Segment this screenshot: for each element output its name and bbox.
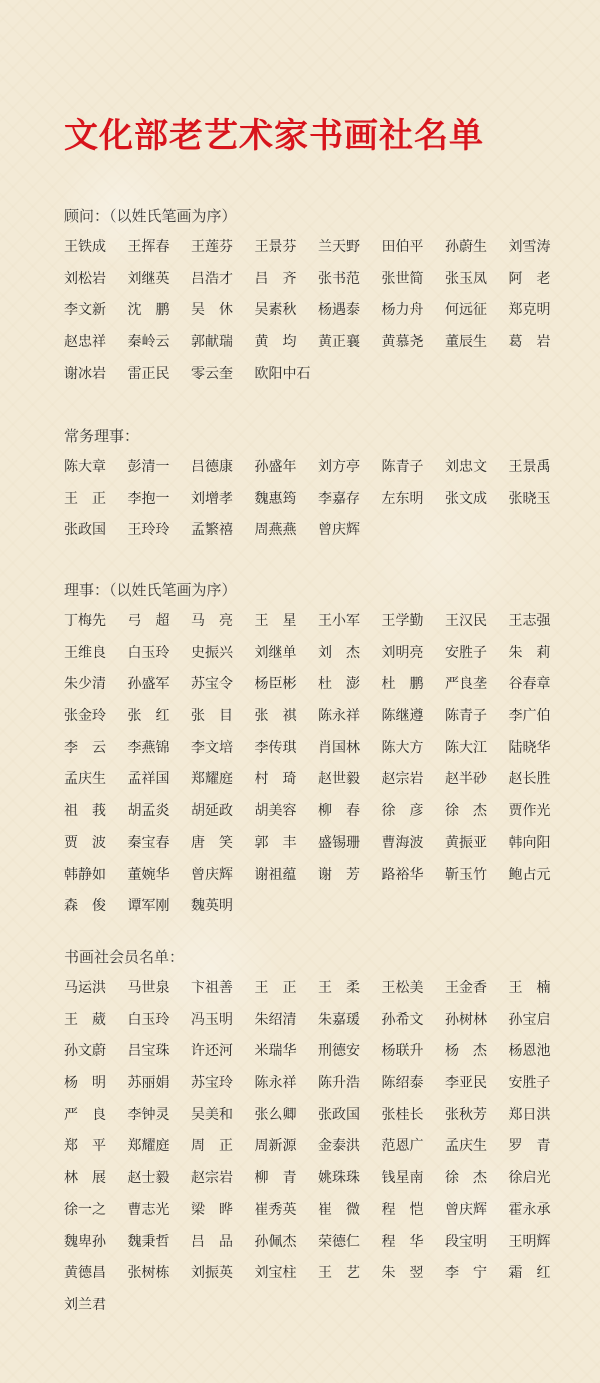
- person-name: 黄正襄: [318, 334, 360, 351]
- person-name: 孙蔚生: [445, 239, 487, 255]
- person-name: 张 祺: [254, 708, 297, 725]
- person-name: 白玉玲: [127, 644, 170, 661]
- person-name: 吕浩才: [191, 270, 233, 287]
- person-name: 苏丽娟: [127, 1075, 170, 1092]
- person-name: 王金香: [445, 980, 487, 996]
- person-name: 张 目: [191, 708, 233, 725]
- person-name: 曹海波: [381, 834, 424, 851]
- person-name: 欧阳中石: [254, 365, 311, 382]
- person-name: 孙希文: [381, 1011, 424, 1028]
- person-name: 陈青子: [381, 459, 424, 475]
- person-name: 刘 杰: [318, 644, 360, 661]
- person-name: 朱嘉瑗: [318, 1011, 360, 1028]
- person-name: 杨联升: [381, 1043, 424, 1060]
- person-name: 刘方亭: [318, 459, 360, 475]
- person-name: 郑耀庭: [191, 771, 233, 788]
- person-name: 吴素秋: [254, 302, 297, 319]
- person-name: 何远征: [445, 302, 487, 319]
- person-name: 王维良: [64, 644, 106, 661]
- person-name: 米瑞华: [254, 1043, 297, 1060]
- person-name: 胡孟炎: [127, 803, 170, 820]
- person-name: 张世简: [381, 270, 424, 287]
- person-name: 王 正: [254, 980, 297, 996]
- person-name: 雷正民: [127, 365, 170, 382]
- person-name: 赵士毅: [127, 1170, 170, 1187]
- person-name: 路裕华: [381, 866, 424, 883]
- person-name: 张书范: [318, 270, 360, 287]
- person-name: 崔 微: [318, 1201, 360, 1218]
- person-name: 靳玉竹: [445, 866, 487, 883]
- person-name: 张政国: [64, 522, 106, 539]
- person-name: 谢 芳: [318, 866, 360, 883]
- person-name: 刘明亮: [381, 644, 424, 661]
- person-name: 杨臣彬: [254, 676, 297, 693]
- person-name: 王景芬: [254, 239, 297, 255]
- person-name: 周新源: [254, 1138, 297, 1155]
- person-name: 孙文蔚: [64, 1043, 106, 1060]
- person-name: 阿 老: [508, 270, 551, 287]
- person-name: 杨 明: [64, 1075, 106, 1092]
- person-name: 张政国: [318, 1106, 360, 1123]
- person-name: 唐 笑: [191, 834, 233, 851]
- person-name: 葛 岩: [508, 334, 551, 351]
- person-name: 秦岭云: [127, 334, 170, 351]
- person-name: 王志强: [508, 613, 551, 629]
- person-name: 王小军: [318, 613, 360, 629]
- person-name: 鲍占元: [508, 866, 551, 883]
- person-name: 朱 莉: [508, 644, 551, 661]
- person-name: 韩静如: [64, 866, 106, 883]
- person-name: 王 正: [64, 490, 106, 507]
- person-name: 周 正: [191, 1138, 233, 1155]
- person-name: 史振兴: [191, 644, 233, 661]
- person-name: 魏英明: [191, 898, 233, 915]
- person-name: 徐一之: [64, 1201, 106, 1218]
- person-name: 张 红: [127, 708, 170, 725]
- person-name: 吕 品: [191, 1233, 233, 1250]
- person-name: 赵世毅: [318, 771, 360, 788]
- person-name: 霍永承: [508, 1201, 551, 1218]
- person-name: 冯玉明: [191, 1011, 233, 1028]
- person-name: 谢冰岩: [64, 365, 106, 382]
- person-name: 周燕燕: [254, 522, 297, 539]
- person-name: 弓 超: [127, 613, 170, 629]
- person-name: 程 华: [381, 1233, 424, 1250]
- person-name: 郑日洪: [508, 1106, 551, 1123]
- person-name: 刘增孝: [191, 490, 233, 507]
- person-name: 安胜子: [508, 1075, 551, 1092]
- person-name: 李亚民: [445, 1075, 487, 1092]
- person-name: 霜 红: [508, 1265, 551, 1282]
- person-name: 孙树林: [445, 1011, 487, 1028]
- person-name: 刘忠文: [445, 459, 487, 475]
- person-name: 苏宝令: [191, 676, 233, 693]
- person-name: 肖国林: [318, 739, 360, 756]
- person-name: 张金玲: [64, 708, 106, 725]
- person-name: 孟繁禧: [191, 522, 233, 539]
- person-name: 李燕锦: [127, 739, 170, 756]
- person-name: 黄 均: [254, 334, 297, 351]
- section-heading: 常务理事：: [64, 427, 140, 445]
- person-name: 柳 青: [254, 1170, 297, 1187]
- person-name: 王明辉: [508, 1233, 551, 1250]
- person-name: 赵半砂: [445, 771, 487, 788]
- section-heading: 顾问：（以姓氏笔画为序）: [64, 207, 237, 225]
- person-name: 胡美容: [254, 803, 297, 820]
- person-name: 森 俊: [64, 898, 106, 915]
- person-name: 谷春章: [508, 676, 551, 693]
- person-name: 李 云: [64, 739, 106, 756]
- person-name: 朱 翌: [381, 1265, 424, 1282]
- person-name: 田伯平: [381, 239, 424, 255]
- person-name: 林 展: [64, 1170, 106, 1187]
- person-name: 王挥春: [127, 239, 170, 255]
- person-name: 段宝明: [445, 1233, 487, 1250]
- person-name: 王汉民: [445, 613, 487, 629]
- person-name: 李广伯: [508, 708, 551, 725]
- person-name: 左东明: [381, 490, 424, 507]
- name-grid: [64, 978, 574, 1327]
- person-name: 杨力舟: [381, 302, 424, 319]
- person-name: 严 良: [64, 1106, 106, 1123]
- person-name: 吴 休: [191, 302, 233, 319]
- person-name: 陈大方: [381, 739, 424, 756]
- person-name: 杜 澎: [318, 676, 360, 693]
- person-name: 刘宝柱: [254, 1265, 297, 1282]
- person-name: 荣德仁: [318, 1233, 360, 1250]
- person-name: 魏惠筠: [254, 490, 297, 507]
- person-name: 李文培: [191, 739, 233, 756]
- person-name: 刘振英: [191, 1265, 233, 1282]
- person-name: 曾庆辉: [318, 522, 360, 539]
- person-name: 姚珠珠: [318, 1170, 360, 1187]
- person-name: 杨遇泰: [318, 302, 360, 319]
- person-name: 程 恺: [381, 1201, 424, 1218]
- person-name: 王 艺: [318, 1265, 360, 1282]
- person-name: 朱绍清: [254, 1011, 297, 1028]
- person-name: 郑耀庭: [127, 1138, 170, 1155]
- person-name: 胡延政: [191, 803, 233, 820]
- person-name: 黄德昌: [64, 1265, 106, 1282]
- person-name: 刑德安: [318, 1043, 360, 1060]
- person-name: 马世泉: [127, 980, 170, 996]
- person-name: 严良垄: [445, 676, 487, 693]
- person-name: 董婉华: [127, 866, 170, 883]
- person-name: 王景禹: [508, 459, 551, 475]
- person-name: 陈继遵: [381, 708, 424, 725]
- person-name: 张文成: [445, 490, 487, 507]
- person-name: 董辰生: [445, 334, 487, 351]
- person-name: 祖 莪: [64, 803, 106, 820]
- section-directors: [64, 580, 574, 928]
- person-name: 徐 杰: [445, 1170, 487, 1187]
- person-name: 赵宗岩: [191, 1170, 233, 1187]
- person-name: 朱少清: [64, 676, 106, 693]
- name-grid: [64, 237, 574, 395]
- person-name: 安胜子: [445, 644, 487, 661]
- person-name: 吕 齐: [254, 270, 297, 287]
- person-name: 曹志光: [127, 1201, 170, 1218]
- person-name: 钱星南: [381, 1170, 424, 1187]
- person-name: 郑克明: [508, 302, 551, 319]
- person-name: 范恩广: [381, 1138, 424, 1155]
- person-name: 苏宝玲: [191, 1075, 233, 1092]
- person-name: 卞祖善: [191, 980, 233, 996]
- person-name: 谭军刚: [127, 898, 170, 915]
- person-name: 沈 鹏: [127, 302, 170, 319]
- person-name: 徐启光: [508, 1170, 551, 1187]
- person-name: 孟庆生: [64, 771, 106, 788]
- person-name: 李 宁: [445, 1265, 487, 1282]
- person-name: 兰天野: [318, 239, 360, 255]
- person-name: 李钟灵: [127, 1106, 170, 1123]
- person-name: 王 楠: [508, 980, 551, 996]
- person-name: 孙盛军: [127, 676, 170, 693]
- section-advisors: [64, 206, 574, 395]
- person-name: 杜 鹏: [381, 676, 424, 693]
- person-name: 李传琪: [254, 739, 297, 756]
- person-name: 吕德康: [191, 459, 233, 475]
- section-heading: 书画社会员名单：: [64, 948, 185, 966]
- person-name: 村 琦: [254, 771, 297, 788]
- person-name: 陈永祥: [254, 1075, 297, 1092]
- person-name: 王铁成: [64, 239, 106, 255]
- person-name: 赵忠祥: [64, 334, 106, 351]
- person-name: 张么卿: [254, 1106, 297, 1123]
- person-name: 李嘉存: [318, 490, 360, 507]
- person-name: 王 星: [254, 613, 297, 629]
- person-name: 刘松岩: [64, 270, 106, 287]
- person-name: 金泰洪: [318, 1138, 360, 1155]
- person-name: 王松美: [381, 980, 424, 996]
- person-name: 陈升浩: [318, 1075, 360, 1092]
- person-name: 谢祖蕴: [254, 866, 297, 883]
- person-name: 韩向阳: [508, 834, 551, 851]
- person-name: 孙盛年: [254, 459, 297, 475]
- person-name: 张秋芳: [445, 1106, 487, 1123]
- document-title: 文化部老艺术家书画社名单: [64, 116, 484, 156]
- person-name: 陆晓华: [508, 739, 551, 756]
- person-name: 张桂长: [381, 1106, 424, 1123]
- person-name: 杨 杰: [445, 1043, 487, 1060]
- person-name: 罗 青: [508, 1138, 551, 1155]
- section-standing-directors: [64, 426, 574, 552]
- person-name: 梁 晔: [191, 1201, 233, 1218]
- person-name: 张玉凤: [445, 270, 487, 287]
- person-name: 黄慕尧: [381, 334, 424, 351]
- person-name: 王 柔: [318, 980, 360, 996]
- person-name: 孟祥国: [127, 771, 170, 788]
- person-name: 徐 彦: [381, 803, 424, 820]
- name-grid: [64, 611, 574, 928]
- person-name: 陈永祥: [318, 708, 360, 725]
- person-name: 马运洪: [64, 980, 106, 996]
- person-name: 许还河: [191, 1043, 233, 1060]
- person-name: 张晓玉: [508, 490, 551, 507]
- person-name: 刘雪涛: [508, 239, 551, 255]
- person-name: 王学勤: [381, 613, 424, 629]
- person-name: 王莲芬: [191, 239, 233, 255]
- person-name: 张树栋: [127, 1265, 170, 1282]
- person-name: 刘继单: [254, 644, 297, 661]
- person-name: 白玉玲: [127, 1011, 170, 1028]
- person-name: 陈绍泰: [381, 1075, 424, 1092]
- person-name: 彭清一: [127, 459, 170, 475]
- person-name: 盛锡珊: [318, 834, 360, 851]
- person-name: 徐 杰: [445, 803, 487, 820]
- person-name: 刘兰君: [64, 1296, 106, 1313]
- person-name: 崔秀英: [254, 1201, 297, 1218]
- person-name: 贾 波: [64, 834, 106, 851]
- person-name: 魏秉哲: [127, 1233, 170, 1250]
- person-name: 李抱一: [127, 490, 170, 507]
- person-name: 孟庆生: [445, 1138, 487, 1155]
- person-name: 王 葳: [64, 1011, 106, 1028]
- person-name: 赵宗岩: [381, 771, 424, 788]
- person-name: 秦宝春: [127, 834, 170, 851]
- person-name: 陈青子: [445, 708, 487, 725]
- name-grid: [64, 457, 574, 552]
- person-name: 马 亮: [191, 613, 233, 629]
- person-name: 曾庆辉: [191, 866, 233, 883]
- person-name: 黄振亚: [445, 834, 487, 851]
- section-heading: 理事：（以姓氏笔画为序）: [64, 581, 237, 599]
- person-name: 郭献瑞: [191, 334, 233, 351]
- person-name: 赵长胜: [508, 771, 551, 788]
- person-name: 曾庆辉: [445, 1201, 487, 1218]
- person-name: 柳 春: [318, 803, 360, 820]
- person-name: 丁梅先: [64, 613, 106, 629]
- section-members: [64, 947, 574, 1327]
- person-name: 陈大江: [445, 739, 487, 756]
- person-name: 贾作光: [508, 803, 551, 820]
- person-name: 郑 平: [64, 1138, 106, 1155]
- person-name: 王玲玲: [127, 522, 170, 539]
- person-name: 杨恩池: [508, 1043, 551, 1060]
- person-name: 刘继英: [127, 270, 170, 287]
- person-name: 李文新: [64, 302, 106, 319]
- person-name: 吕宝珠: [127, 1043, 170, 1060]
- person-name: 吴美和: [191, 1106, 233, 1123]
- person-name: 零云奎: [191, 365, 233, 382]
- person-name: 孙佩杰: [254, 1233, 297, 1250]
- person-name: 陈大章: [64, 459, 106, 475]
- person-name: 孙宝启: [508, 1011, 551, 1028]
- person-name: 魏卑孙: [64, 1233, 106, 1250]
- person-name: 郭 丰: [254, 834, 297, 851]
